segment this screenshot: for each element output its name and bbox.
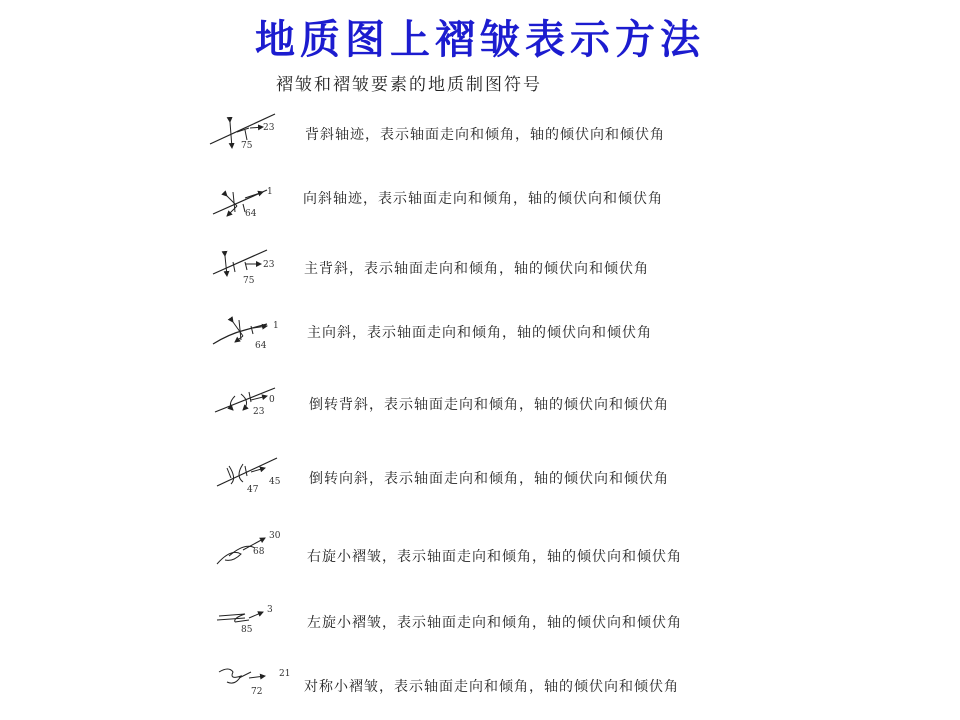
legend-row — [0, 172, 960, 232]
dip-angle-label: 72 — [251, 687, 263, 697]
legend-row — [0, 108, 960, 168]
plunge-angle-label: 30 — [269, 531, 281, 541]
dip-angle-label: 64 — [245, 209, 257, 219]
dip-angle-label: 68 — [253, 547, 265, 557]
syncline-axis-trace-symbol — [205, 172, 295, 232]
plunge-angle-label: 21 — [279, 669, 291, 679]
row-description: 对称小褶皱，表示轴面走向和倾角，轴的倾伏向和倾伏角 — [304, 679, 679, 695]
plunge-angle-label: 45 — [269, 477, 281, 487]
row-description: 左旋小褶皱，表示轴面走向和倾角，轴的倾伏向和倾伏角 — [307, 615, 682, 631]
anticline-axis-trace-symbol — [205, 108, 295, 168]
plunge-angle-label: 23 — [263, 123, 275, 133]
page-subtitle: 褶皱和褶皱要素的地质制图符号 — [276, 75, 542, 95]
dip-angle-label: 23 — [253, 407, 265, 417]
main-anticline-symbol — [205, 242, 295, 302]
row-description: 背斜轴迹，表示轴面走向和倾角，轴的倾伏向和倾伏角 — [305, 127, 665, 143]
legend-row — [0, 242, 960, 302]
row-description: 主向斜，表示轴面走向和倾角，轴的倾伏向和倾伏角 — [307, 325, 652, 341]
row-description: 倒转向斜，表示轴面走向和倾角，轴的倾伏向和倾伏角 — [309, 471, 669, 487]
plunge-angle-label: 0 — [269, 395, 275, 405]
dextral-minor-fold-symbol — [205, 530, 295, 590]
dip-angle-label: 75 — [241, 141, 253, 151]
legend-row — [0, 530, 960, 590]
row-description: 主背斜，表示轴面走向和倾角，轴的倾伏向和倾伏角 — [304, 261, 649, 277]
row-description: 倒转背斜，表示轴面走向和倾角，轴的倾伏向和倾伏角 — [309, 397, 669, 413]
legend-row — [0, 660, 960, 720]
legend-row — [0, 452, 960, 512]
page-title: 地质图上褶皱表示方法 — [255, 17, 705, 63]
legend-row — [0, 378, 960, 438]
dip-angle-label: 85 — [241, 625, 253, 635]
dip-angle-label: 47 — [247, 485, 259, 495]
legend-row — [0, 596, 960, 656]
plunge-angle-label: 3 — [267, 605, 273, 615]
legend-row — [0, 306, 960, 366]
dip-angle-label: 64 — [255, 341, 267, 351]
symmetric-minor-fold-symbol — [205, 660, 295, 720]
sinistral-minor-fold-symbol — [205, 596, 295, 656]
main-syncline-symbol — [205, 306, 295, 366]
plunge-angle-label: 1 — [273, 321, 279, 331]
overturned-syncline-symbol — [205, 452, 295, 512]
plunge-angle-label: 1 — [267, 187, 273, 197]
row-description: 右旋小褶皱，表示轴面走向和倾角，轴的倾伏向和倾伏角 — [307, 549, 682, 565]
plunge-angle-label: 23 — [263, 260, 275, 270]
dip-angle-label: 75 — [243, 276, 255, 286]
row-description: 向斜轴迹，表示轴面走向和倾角，轴的倾伏向和倾伏角 — [303, 191, 663, 207]
overturned-anticline-symbol — [205, 378, 295, 438]
